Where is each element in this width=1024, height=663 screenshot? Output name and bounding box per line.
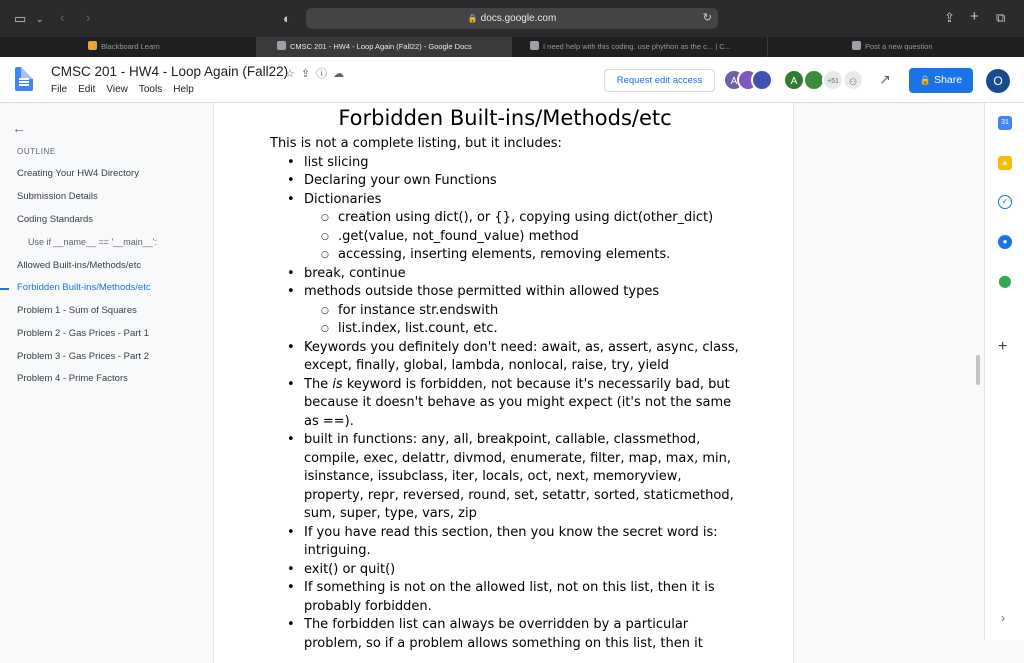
- sub-list-item: ○ accessing, inserting elements, removing elements.: [321, 246, 740, 265]
- show-side-panel-icon[interactable]: ›: [1001, 611, 1005, 625]
- side-panel: [984, 103, 1024, 640]
- document-body: [270, 103, 740, 653]
- list-item: • If something is not on the allowed list, not on this list, then it is probably forbidden.: [287, 579, 740, 616]
- share-icon[interactable]: ⇪: [944, 10, 955, 25]
- chevron-down-icon[interactable]: ⌄: [36, 14, 44, 24]
- title-actions: [285, 65, 350, 81]
- blackboard-icon: [88, 41, 97, 50]
- list-item: • exit() or quit(): [287, 561, 740, 580]
- outline-item[interactable]: Allowed Built-ins/Methods/etc: [17, 260, 142, 271]
- document-page: [213, 103, 794, 663]
- activity-dashboard-icon[interactable]: ↗: [879, 71, 891, 87]
- list-item: • break, continue: [287, 265, 740, 284]
- contacts-icon[interactable]: ●: [998, 235, 1012, 249]
- browser-tabbar: [0, 37, 1024, 57]
- outline-item[interactable]: Problem 3 - Gas Prices - Part 2: [17, 351, 149, 362]
- list-item: • The forbidden list can always be overridden by a particular problem, so if a problem allows something on this list, then it: [287, 616, 740, 653]
- active-outline-marker: [0, 288, 9, 290]
- section-heading: Forbidden Built-ins/Methods/etc: [338, 106, 672, 130]
- list-item: • If you have read this section, then you know the secret word is: intriguing.: [287, 524, 740, 561]
- italic-keyword: is: [332, 376, 343, 392]
- share-label: Share: [934, 74, 963, 86]
- intro-text: This is not a complete listing, but it includes:: [270, 136, 562, 151]
- chegg-icon: [530, 41, 539, 50]
- address-bar[interactable]: [306, 8, 718, 29]
- forbidden-list: [287, 154, 740, 654]
- menu-bar: [51, 84, 205, 95]
- list-item-text: Dictionaries: [304, 191, 382, 207]
- menu-view[interactable]: View: [106, 84, 128, 95]
- share-button[interactable]: [909, 68, 973, 93]
- chegg-icon: [852, 41, 861, 50]
- document-scrollbar[interactable]: [976, 355, 980, 385]
- keep-icon[interactable]: ●: [998, 156, 1012, 170]
- sub-list-item: ○ for instance str.endswith: [321, 302, 740, 321]
- menu-edit[interactable]: Edit: [78, 84, 96, 95]
- close-outline-arrow-icon[interactable]: ←: [12, 120, 26, 136]
- outline-item[interactable]: Problem 2 - Gas Prices - Part 1: [17, 328, 149, 339]
- list-item: • Keywords you definitely don't need: await, as, assert, async, class, except, finally, global, lambda, nonlocal, raise, try, yield: [287, 339, 740, 376]
- outline-item[interactable]: Submission Details: [17, 191, 98, 202]
- list-item: • built in functions: any, all, breakpoint, callable, classmethod, compile, exec, delattr, divmod, enumerate, filter, map, max, min, isinstance, issubclass, iter, locals, oct, next, memoryview, property, repr, reversed, round, set, setattr, sorted, staticmethod, sum, super, type, vars, zip: [287, 431, 740, 524]
- document-canvas: [211, 103, 984, 651]
- outline-item[interactable]: Coding Standards: [17, 214, 94, 225]
- sub-list-item: ○ creation using dict(), or {}, copying using dict(other_dict): [321, 209, 740, 228]
- tab-post-question[interactable]: [768, 37, 1024, 57]
- outline-item[interactable]: Problem 1 - Sum of Squares: [17, 305, 137, 316]
- list-item-text: methods outside those permitted within allowed types: [304, 284, 660, 299]
- privacy-shield-icon[interactable]: ◐: [283, 11, 291, 26]
- viewer-avatar[interactable]: [751, 69, 773, 91]
- outline-item[interactable]: Creating Your HW4 Directory: [17, 168, 139, 179]
- text-part: keyword is forbidden, not because it's necessarily bad, but because it doesn't behave as you might expect (it's not the same as ==).: [304, 376, 732, 429]
- sub-list: [321, 302, 740, 339]
- google-docs-logo-icon[interactable]: [15, 67, 33, 91]
- maps-icon[interactable]: ⬤: [998, 274, 1012, 288]
- cloud-status-icon[interactable]: ☁: [333, 68, 351, 80]
- tab-label: I need help with this coding. use phython as the c... | C...: [543, 42, 731, 51]
- google-docs-icon: [277, 41, 286, 50]
- outline-item[interactable]: Problem 4 - Prime Factors: [17, 373, 128, 384]
- docs-header: [0, 57, 1024, 103]
- document-title[interactable]: CMSC 201 - HW4 - Loop Again (Fall22): [51, 64, 289, 79]
- list-item: [287, 376, 740, 432]
- get-add-ons-icon[interactable]: +: [998, 338, 1008, 355]
- url-text: docs.google.com: [480, 13, 557, 24]
- menu-file[interactable]: File: [51, 84, 68, 95]
- forward-icon[interactable]: ›: [86, 10, 91, 25]
- lock-icon: 🔒: [467, 14, 478, 23]
- sidebar-toggle-icon[interactable]: ▭: [14, 11, 27, 26]
- more-viewers-count[interactable]: +51: [822, 69, 844, 91]
- sub-list: [321, 209, 740, 265]
- tab-google-docs[interactable]: [257, 37, 512, 57]
- list-item: [287, 191, 740, 265]
- new-tab-icon[interactable]: +: [970, 8, 979, 25]
- shortcut-icon[interactable]: ⇪: [300, 68, 317, 80]
- sub-list-item: ○ .get(value, not_found_value) method: [321, 228, 740, 247]
- tasks-icon[interactable]: ✓: [998, 195, 1012, 209]
- list-item: • Declaring your own Functions: [287, 172, 740, 191]
- viewer-avatar[interactable]: A: [783, 69, 805, 91]
- text-part: The: [304, 376, 333, 392]
- browser-toolbar: [0, 0, 1024, 37]
- menu-tools[interactable]: Tools: [138, 84, 163, 95]
- account-avatar[interactable]: O: [986, 69, 1010, 93]
- lock-icon: 🔒: [919, 75, 932, 85]
- tab-blackboard[interactable]: [0, 37, 257, 57]
- calendar-icon[interactable]: 31: [998, 116, 1012, 130]
- menu-help[interactable]: Help: [173, 84, 194, 95]
- viewers-list-icon[interactable]: ⚇: [842, 69, 864, 91]
- reload-icon[interactable]: ↻: [702, 12, 712, 24]
- info-icon[interactable]: ⓘ: [316, 68, 334, 80]
- tab-label: CMSC 201 - HW4 - Loop Again (Fall22) - Google Docs: [290, 42, 472, 51]
- tab-label: Blackboard Learn: [101, 42, 160, 51]
- list-item: • list slicing: [287, 154, 740, 173]
- request-edit-access-button[interactable]: Request edit access: [604, 69, 715, 92]
- star-icon[interactable]: ☆: [285, 68, 301, 80]
- back-icon[interactable]: ‹: [60, 10, 65, 25]
- sub-list-item: ○ list.index, list.count, etc.: [321, 320, 740, 339]
- viewer-avatar[interactable]: A: [723, 69, 745, 91]
- outline-heading: OUTLINE: [17, 147, 56, 156]
- outline-item[interactable]: Use if __name__ == '__main__':: [28, 237, 158, 247]
- outline-item-active[interactable]: Forbidden Built-ins/Methods/etc: [17, 282, 151, 293]
- tab-overview-icon[interactable]: ⧉: [996, 10, 1006, 25]
- tab-chegg-question[interactable]: [512, 37, 768, 57]
- document-outline: [0, 103, 211, 640]
- list-item: [287, 283, 740, 339]
- tab-label: Post a new question: [865, 42, 933, 51]
